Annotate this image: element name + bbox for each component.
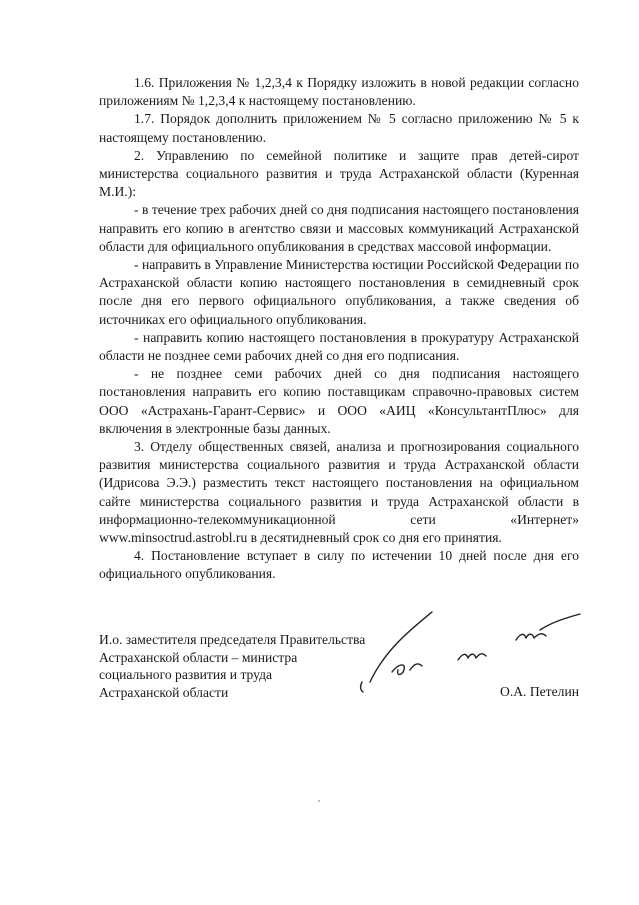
signatory-title-line: Астраханской области – министра bbox=[99, 649, 298, 665]
signatory-title-line: социального развития и труда bbox=[99, 667, 273, 682]
paragraph-1-6: 1.6. Приложения № 1,2,3,4 к Порядку изложить в новой редакции согласно приложениям № 1,2,3,4 к настоящему постановлению. bbox=[99, 75, 579, 109]
paragraph-1-7: 1.7. Порядок дополнить приложением № 5 согласно приложению № 5 к настоящему постановлению. bbox=[99, 111, 579, 145]
signatory-title-line: И.о. заместителя председателя Правительства bbox=[99, 632, 366, 647]
paragraph-2-item-3: - направить копию настоящего постановления в прокуратуру Астраханской области не позднее семи рабочих дней со дня его подписания. bbox=[99, 329, 579, 364]
handwritten-signature bbox=[340, 590, 590, 700]
paragraph-2-item-1: - в течение трех рабочих дней со дня подписания настоящего постановления направить его копию в агентство связи и массовых коммуникаций Астраханской области для официального опубликования в средствах массовой информации. bbox=[99, 202, 579, 254]
signatory-title-line: Астраханской области bbox=[99, 684, 229, 700]
scan-speck bbox=[318, 800, 320, 802]
paragraph-2-item-2: - направить в Управление Министерства юстиции Российской Федерации по Астраханской области копию настоящего постановления в семидневный срок после дня его первого официального опубликования, а также сведения об источниках его официального опубликования. bbox=[99, 257, 579, 327]
paragraph-4: 4. Постановление вступает в силу по истечении 10 дней после дня его официального опубликования. bbox=[99, 548, 579, 582]
document-body bbox=[99, 74, 579, 584]
paragraph-2-item-4: - не позднее семи рабочих дней со дня подписания настоящего постановления направить его копию поставщикам справочно-правовых систем ООО «Астрахань-Гарант-Сервис» и ООО «АИЦ «КонсультантПлюс» для включения в электронные базы данных. bbox=[99, 366, 579, 436]
signatory-title bbox=[99, 631, 365, 701]
signatory-name: О.А. Петелин bbox=[500, 684, 579, 699]
paragraph-3: 3. Отделу общественных связей, анализа и прогнозирования социального развития министерства социального развития и труда Астраханской области (Идрисова Э.Э.) разместить текст настоящего постановления на официальном сайте министерства социального развития и труда Астраханской области в информационно-телекоммуникационной сети «Интернет» www.minsoctrud.astrobl.ru в десятидневный срок со дня его принятия. bbox=[99, 439, 579, 546]
paragraph-2: 2. Управлению по семейной политике и защите прав детей-сирот министерства социального развития и труда Астраханской области (Куренная М.И.): bbox=[99, 147, 579, 200]
